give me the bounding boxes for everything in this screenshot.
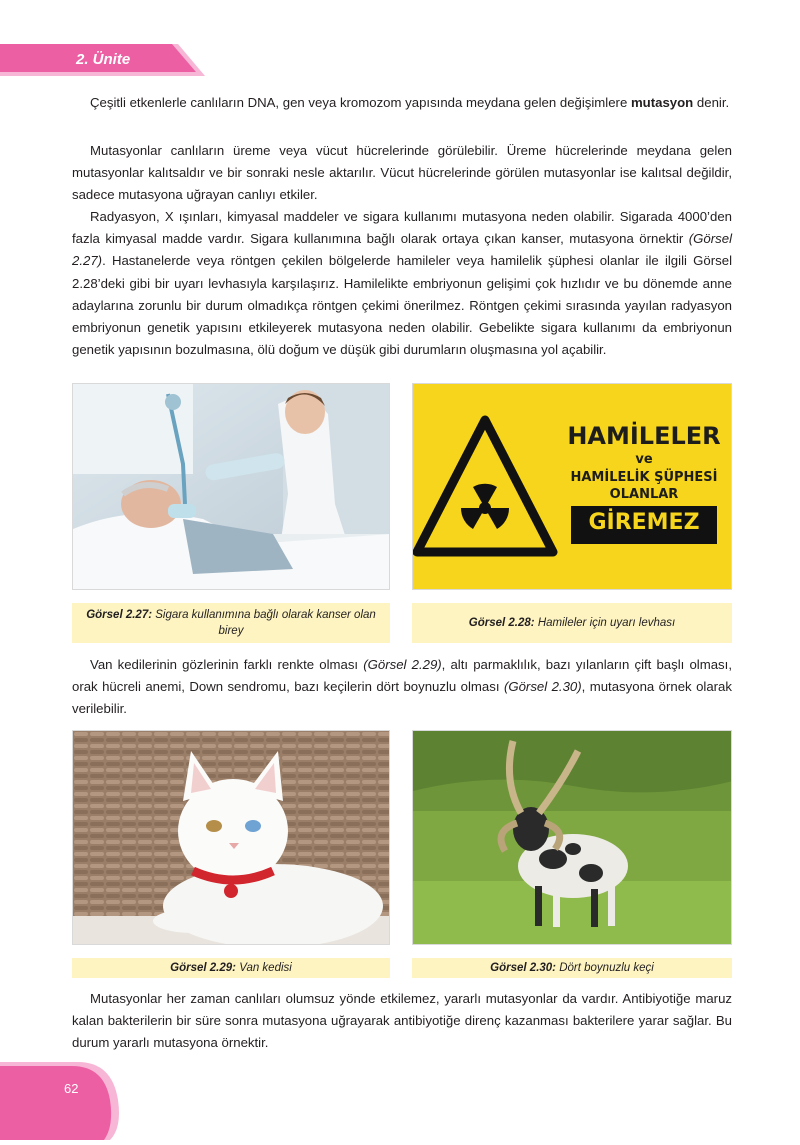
sign-suspicion: HAMİLELİK ŞÜPHESİ bbox=[570, 470, 718, 485]
p3-text-a: Radyasyon, X ışınları, kimyasal maddeler ve sigara kullanımı mutasyona neden olabilir. Sigarada 4000’den fazla kimyasal madde vardır. Sigara kullanımına bağlı olarak ortaya çıkan kanser, mutasyona örnektir bbox=[72, 209, 732, 247]
caption-2-29-label: Görsel 2.29: bbox=[170, 962, 236, 974]
p1-bold-term: mutasyon bbox=[630, 95, 694, 110]
caption-figure-2-28 bbox=[412, 603, 732, 643]
p4-text-a: Van kedilerinin gözlerinin farklı renkte olması bbox=[90, 657, 364, 672]
p1-text-a: Çeşitli etkenlerle canlıların DNA, gen veya kromozom yapısında meydana gelen değişimlere bbox=[90, 95, 631, 110]
unit-title: 2. Ünite bbox=[76, 51, 131, 68]
p4-figure-ref-2: (Görsel 2.30) bbox=[503, 679, 582, 695]
photo-four-horned-goat bbox=[412, 730, 732, 945]
photo-van-cat bbox=[72, 730, 390, 945]
photo-cancer-patient bbox=[72, 383, 390, 590]
paragraph-mutation-types bbox=[72, 140, 732, 207]
caption-figure-2-30 bbox=[412, 958, 732, 978]
page-number: 62 bbox=[64, 1081, 79, 1096]
sign-title: HAMİLELER bbox=[567, 422, 721, 450]
p4-text-b: , altı parmaklılık, bazı yılanların çift başlı olması, orak hücreli anemi, Down sendromu, bazı keçilerin dört boynuzlu olması bbox=[72, 657, 732, 695]
caption-figure-2-27 bbox=[72, 603, 390, 643]
caption-2-28-text: Hamileler için uyarı levhası bbox=[537, 617, 676, 629]
sign-those: OLANLAR bbox=[609, 487, 679, 502]
photo-warning-sign bbox=[412, 383, 732, 590]
caption-figure-2-29 bbox=[72, 958, 390, 978]
caption-2-30-text: Dört boynuzlu keçi bbox=[559, 962, 654, 974]
caption-2-27-text: Sigara kullanımına bağlı olarak kanser olan birey bbox=[155, 609, 376, 637]
p1-text-b: denir. bbox=[693, 95, 730, 110]
p2-text: Mutasyonlar canlıların üreme veya vücut hücrelerinde görülebilir. Üreme hücrelerinde meydana gelen mutasyonlar kalıtsaldır ve bir sonraki nesle aktarılır. Vücut hücrelerinde görülen mutasyonlar ise kalıtsal değildir, sadece mutasyona uğrayan canlıyı etkiler. bbox=[72, 143, 732, 203]
p4-figure-ref-1: (Görsel 2.29) bbox=[363, 657, 442, 672]
sign-and: ve bbox=[635, 452, 653, 467]
sign-forbidden: GİREMEZ bbox=[588, 510, 700, 535]
caption-2-28-label: Görsel 2.28: bbox=[468, 617, 535, 629]
caption-2-30-label: Görsel 2.30: bbox=[490, 962, 557, 974]
paragraph-beneficial-mutation bbox=[72, 988, 732, 1055]
p3-figure-ref: (Görsel 2.27) bbox=[72, 231, 732, 269]
caption-2-29-text: Van kedisi bbox=[239, 962, 292, 974]
p3-text-b: . Hastanelerde veya röntgen çekilen bölgelerde hamileler veya hamilelik şüphesi olanlar ile ilgili Görsel 2.28’deki gibi bir uyarı levhasıyla karşılaşırız. Hamilelikte embriyonun gelişimi çok hızlıdır ve bu dönemde anne adaylarına zorunlu bir durum olmadıkça röntgen çekimi önerilmez. Röntgen çekimi sırasında yayılan radyasyon embriyonun genetik yapısını etkileyerek mutasyona neden olabilir. Gebelikte sigara kullanımı da embriyonun genetik yapısının bozulmasına, ölü doğum ve düşük gibi durumların oluşmasına yol açabilir. bbox=[72, 253, 732, 358]
paragraph-mutation-examples bbox=[72, 654, 732, 721]
paragraph-mutation-definition bbox=[72, 92, 732, 114]
p4-text-c: , mutasyona örnek olarak verilebilir. bbox=[72, 679, 732, 717]
paragraph-mutation-causes bbox=[72, 206, 732, 361]
caption-2-27-label: Görsel 2.27: bbox=[86, 609, 153, 621]
p5-text: Mutasyonlar her zaman canlıları olumsuz yönde etkilemez, yararlı mutasyonlar da vardır. Antibiyotiğe maruz kalan bakterilerin bir süre sonra mutasyona uğrayarak antibiyotiğe direnç kazanması bakterilere yarar sağlar. Bu durum yararlı mutasyona örnektir. bbox=[72, 991, 732, 1051]
